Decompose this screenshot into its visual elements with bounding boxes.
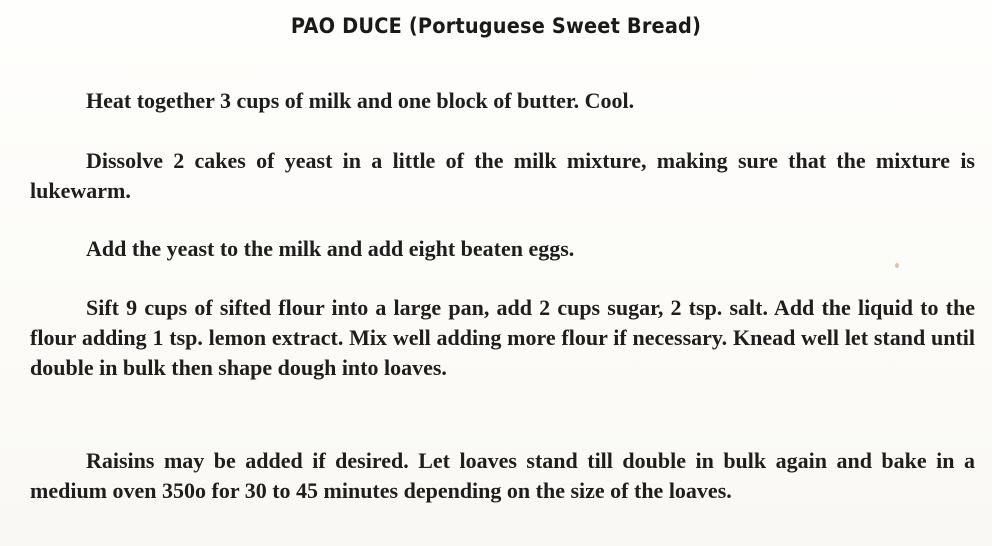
recipe-title-name: PAO DUCE <box>290 14 402 38</box>
recipe-step-add-eggs: Add the yeast to the milk and add eight beaten eggs. <box>86 236 575 261</box>
recipe-title <box>40 14 953 38</box>
recipe-step-sift-flour: Sift 9 cups of sifted flour into a large pan, add 2 cups sugar, 2 tsp. salt. Add the liquid to the flour adding 1 tsp. lemon extract. Mix well adding more flour if necessary. Knead well let stand until double in bulk then shape dough into loaves. <box>30 295 975 380</box>
recipe-step-bake: Raisins may be added if desired. Let loaves stand till double in bulk again and bake in a medium oven 350o for 30 to 45 minutes depending on the size of the loaves. <box>30 448 975 503</box>
paper-speck <box>895 263 899 268</box>
recipe-step-heat-milk: Heat together 3 cups of milk and one block of butter. Cool. <box>86 88 635 113</box>
recipe-step-dissolve-yeast: Dissolve 2 cakes of yeast in a little of the milk mixture, making sure that the mixture is lukewarm. <box>30 148 975 203</box>
recipe-title-subtitle: (Portuguese Sweet Bread) <box>408 14 702 38</box>
